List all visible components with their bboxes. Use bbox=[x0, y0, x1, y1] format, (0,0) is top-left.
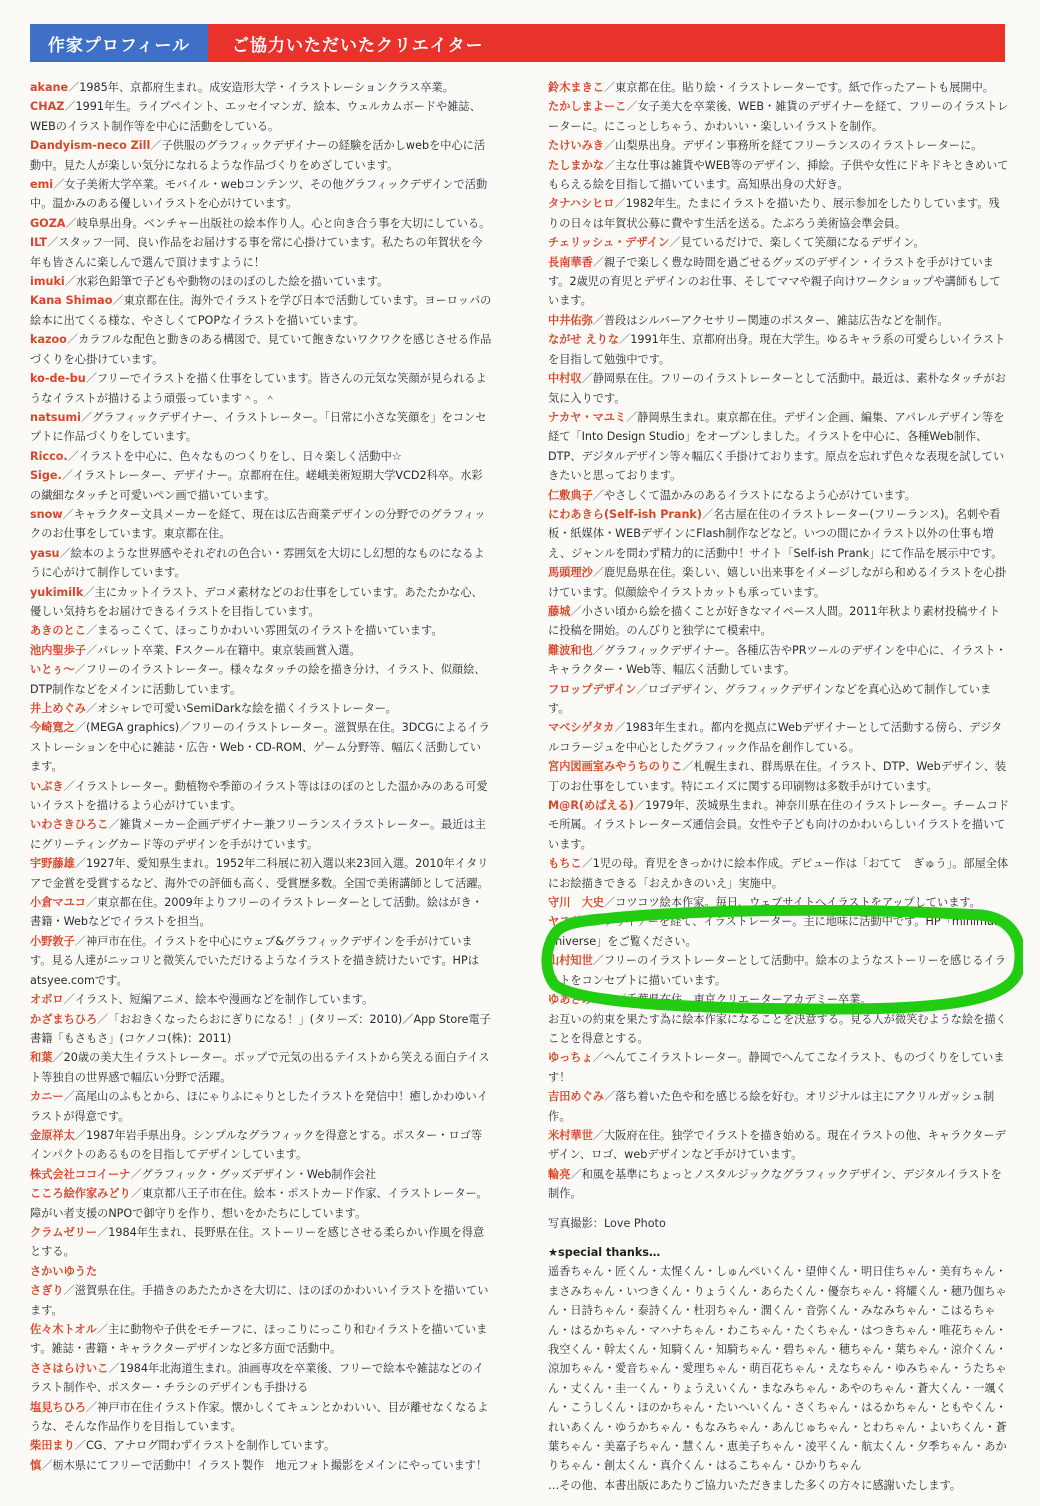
separator: ／ bbox=[97, 1012, 109, 1026]
separator: ／ bbox=[85, 702, 98, 715]
separator: ／ bbox=[64, 100, 76, 114]
right-entry bbox=[548, 602, 1010, 641]
creator-name: yasu bbox=[30, 546, 60, 560]
separator: ／ bbox=[614, 197, 626, 211]
right-entry bbox=[548, 78, 1010, 97]
separator: ／ bbox=[150, 139, 162, 153]
separator: ／ bbox=[615, 993, 627, 1007]
creator-bio: 親子で楽しく豊な時間を過ごせるグッズのデザイン・イラストを手がけています。2歳児の育児とデザインのお仕事、そしてママや親子向けワークショップや講師もしています。 bbox=[548, 255, 1001, 308]
separator: ／ bbox=[581, 372, 593, 386]
left-entry bbox=[30, 1398, 492, 1437]
closing-note: …その他、本書出版にあたりご協力いただきました多くの方々に感謝いたします。 bbox=[548, 1478, 962, 1492]
right-entry bbox=[548, 854, 1010, 893]
right-entry bbox=[548, 311, 1010, 330]
creator-bio: お互いの約束を果たす為に絵本作家になることを決意する。見る人が微笑むような絵を描くことを得意とする。 bbox=[548, 1012, 1007, 1045]
photo-credit: 写真撮影：Love Photo bbox=[548, 1216, 666, 1230]
creator-name: 難波和也 bbox=[548, 643, 593, 657]
creator-name: yukimilk bbox=[30, 585, 84, 599]
right-entry bbox=[548, 796, 1010, 854]
creator-bio: 和風を基準にちょっとノスタルジックなグラフィックデザイン、デジタルイラストを制作。 bbox=[548, 1167, 1002, 1201]
section-title-creators: ご協力いただいたクリエイター bbox=[208, 24, 1005, 62]
right-entry bbox=[548, 641, 1010, 680]
separator: ／ bbox=[633, 799, 646, 813]
creator-bio: 山梨県出身。デザイン事務所を経てフリーランスのイラストレーターに。 bbox=[615, 139, 983, 153]
left-column bbox=[30, 78, 492, 1475]
creator-name: 輪亮 bbox=[548, 1167, 571, 1181]
creator-bio: 1991年生。ライブペイント、エッセイマンガ、絵本、ウェルカムボードや雑誌、WEBのイラスト制作等を中心に活動をしている。 bbox=[30, 100, 481, 133]
left-entry bbox=[30, 544, 492, 583]
creator-bio: 1927年、愛知県生まれ。1952年二科展に初入選以来23回入選。2010年イタリアで金賞を受賞するなど、海外での評価も高く、受賞歴多数。全国で美術講師として活躍。 bbox=[30, 857, 489, 890]
creator-name: 和葉 bbox=[30, 1051, 53, 1065]
right-column bbox=[548, 78, 1010, 1495]
left-entry bbox=[30, 1087, 492, 1126]
right-entry bbox=[548, 680, 1010, 719]
left-entry bbox=[30, 699, 492, 718]
creator-name: ゆあさみのる bbox=[548, 993, 616, 1007]
creator-bio: フリーのイラストレーターとして活動中。絵本のようなストーリーを感じるイラストをコンセプトに描いています。 bbox=[548, 954, 1006, 987]
left-entry bbox=[30, 621, 492, 640]
creator-bio: 名古屋在住のイラストレーター(フリーランス)。名刺や看板・紙媒体・WEBデザインにFlash制作などなど。いつの間にかイラスト以外の仕事も増え、ジャンルを問わず精力的に活動中！サイト「Self-ish Prank」にて作品を展示中です。 bbox=[548, 507, 1003, 560]
left-entry bbox=[30, 777, 492, 816]
left-entry bbox=[30, 1281, 492, 1320]
creator-name: natsumi bbox=[30, 410, 81, 424]
creator-bio: やさしくて温かみのあるイラストになるよう心がけています。 bbox=[603, 488, 916, 502]
creator-bio: CG、アナログ問わずイラストを制作しています。 bbox=[85, 1439, 336, 1453]
creator-bio: オシャレで可愛いSemiDarkな絵を描くイラストレーター。 bbox=[97, 702, 397, 715]
right-entry bbox=[548, 1165, 1010, 1204]
section-title-artist-profile: 作家プロフィール bbox=[30, 24, 208, 62]
separator: ／ bbox=[67, 449, 79, 463]
creator-name: ゆっちょ bbox=[548, 1051, 593, 1065]
separator: ／ bbox=[603, 81, 616, 94]
creator-name: いぶき bbox=[30, 779, 64, 793]
left-entry bbox=[30, 272, 492, 291]
creator-bio: 1984年生まれ、長野県在住。ストーリーを感じさせる柔らかい作風を得意とする。 bbox=[30, 1225, 485, 1259]
creator-name: 仁敷典子 bbox=[548, 488, 593, 502]
creator-bio: 高尾山のふもとから、ほにゃりふにゃりとしたイラストを発信中！癒しかわゆいイラストが得意です。 bbox=[30, 1090, 488, 1123]
left-entry bbox=[30, 505, 492, 544]
creator-bio: 神戸市在住イラスト作家。懐かしくてキュンとかわいい、目が離せなくなるような、そんな作品作りを目指しています。 bbox=[30, 1400, 489, 1434]
left-entry bbox=[30, 932, 492, 990]
creator-name: ナカヤ・マユミ bbox=[548, 410, 627, 424]
separator: ／ bbox=[53, 178, 65, 192]
separator: ／ bbox=[570, 604, 582, 618]
separator: ／ bbox=[592, 488, 604, 502]
right-entry bbox=[548, 194, 1010, 233]
creator-bio: 1983年生まれ。都内を拠点にWebデザイナーとして活動する傍ら、デジタルコラージュを中心としたグラフィック作品を創作している。 bbox=[548, 721, 1003, 754]
separator: ／ bbox=[603, 1090, 616, 1104]
left-entry bbox=[30, 466, 492, 505]
creator-name: たしまかな bbox=[548, 158, 604, 172]
creator-name: フロップデザイン bbox=[548, 682, 637, 696]
separator: ／ bbox=[130, 1167, 142, 1181]
separator: ／ bbox=[59, 546, 71, 560]
separator: ／ bbox=[68, 81, 80, 94]
creator-name: akane bbox=[30, 81, 69, 94]
creator-bio: パレット卒業、Fスクール在籍中。東京装画賞入選。 bbox=[97, 643, 361, 657]
creator-name: いとぅ〜 bbox=[30, 663, 75, 677]
left-entry bbox=[30, 1048, 492, 1087]
creator-bio: フリーのイラストレーター。様々なタッチの絵を描き分け、イラスト、似顔絵、DTP制作などをメインに活動しています。 bbox=[30, 663, 486, 696]
creator-bio: フリーでイラストを描く仕事をしています。皆さんの元気な笑顔が見られるようなイラストが描けるよう頑張っています＾。＾ bbox=[30, 372, 487, 405]
creator-bio: 大阪府在住。独学でイラストを描き始める。現在イラストの他、キャラクターデザイン、ロゴ、webデザインなど手がけています。 bbox=[548, 1128, 1006, 1162]
creator-bio: 1991年生、京都府出身。現在大学生。ゆるキャラ系の可愛らしいイラストを目指して勉強中です。 bbox=[548, 333, 1006, 366]
separator: ／ bbox=[74, 663, 86, 677]
left-entry bbox=[30, 1436, 492, 1455]
left-entry bbox=[30, 369, 492, 408]
separator: ／ bbox=[41, 1458, 53, 1472]
creator-bio: 「おおきくなったらおにぎりになる！」(タリーズ：2010)／App Store電子書籍「もさもさ」(コケノコ(株)：2011) bbox=[30, 1012, 491, 1045]
separator: ／ bbox=[62, 507, 74, 521]
creator-name: にわあきら(Self-ish Prank) bbox=[548, 507, 702, 521]
separator: ／ bbox=[592, 1051, 604, 1065]
separator: ／ bbox=[592, 954, 604, 968]
creator-name: たけいみき bbox=[548, 139, 604, 153]
separator: ／ bbox=[592, 313, 604, 327]
creator-bio: (MEGA graphics)／フリーのイラストレーター。滋賀県在住。3DCGによるイラストレーションを中心に雑誌・広告・Web・CD-ROM、ゲーム分野等、幅広く活動しています。 bbox=[30, 721, 490, 774]
separator: ／ bbox=[83, 585, 95, 599]
left-entry bbox=[30, 1184, 492, 1223]
creator-name: かざまちひろ bbox=[30, 1012, 98, 1026]
creator-name: Sige. bbox=[30, 469, 62, 483]
creator-name: 宮内図画室みやうちのりこ bbox=[548, 760, 683, 774]
left-entry bbox=[30, 233, 492, 272]
right-entry bbox=[548, 408, 1010, 486]
separator: ／ bbox=[108, 1361, 120, 1375]
creator-name: 中井佑弥 bbox=[548, 313, 593, 327]
left-entry bbox=[30, 815, 492, 854]
creator-name: いわさきひろこ bbox=[30, 818, 109, 832]
creator-name: Ricco. bbox=[30, 449, 68, 463]
right-entry bbox=[548, 369, 1010, 408]
creator-name: もちこ bbox=[548, 857, 582, 871]
creator-name: 馬頭理沙 bbox=[548, 566, 593, 580]
creator-bio: 静岡県生まれ。東京都在住。デザイン企画、編集、アパレルデザイン等を経て「Into Design Studio」をオープンしました。イラストを中心に、各種Web制作、DTP、デジタルデザイン等々幅広く手掛けております。原点を忘れず色々な表現を試していきたいと思っております。 bbox=[548, 410, 1005, 483]
section-header bbox=[30, 24, 1005, 62]
creator-bio: イラスト、短編アニメ、絵本や漫画などを制作しています。 bbox=[74, 993, 374, 1007]
right-entry bbox=[548, 136, 1010, 155]
right-entry bbox=[548, 330, 1010, 369]
creator-bio: 神戸市在住。イラストを中心にウェブ&グラフィックデザインを手がけています。見る人達がニッコリと微笑んでいただけるようなイラストを描き続けたいです。HPはatsyee.comです。 bbox=[30, 934, 479, 987]
left-entry bbox=[30, 1126, 492, 1165]
creator-name: こころ絵作家みどり bbox=[30, 1187, 131, 1201]
creator-name: 藤城 bbox=[548, 604, 571, 618]
separator: ／ bbox=[80, 410, 93, 424]
creator-bio: タデザイナーを経て、イラストレーター。主に地味に活動中です。HP「minimum universe」をご覧ください。 bbox=[548, 915, 1005, 948]
creator-name: ながせ えりな bbox=[548, 333, 620, 347]
left-entry bbox=[30, 78, 492, 97]
left-entry bbox=[30, 990, 492, 1009]
creator-name: 慎 bbox=[30, 1458, 42, 1472]
separator: ／ bbox=[581, 915, 593, 929]
creator-name: 今崎寛之 bbox=[30, 721, 75, 735]
creator-bio: 静岡県在住。フリーのイラストレーターとして活動中。最近は、素朴なタッチがお気に入りです。 bbox=[548, 372, 1006, 405]
creator-name: imuki bbox=[30, 275, 65, 289]
creator-name: 金原祥太 bbox=[30, 1128, 75, 1142]
separator: ／ bbox=[85, 896, 98, 910]
right-entry bbox=[548, 505, 1010, 563]
separator: ／ bbox=[682, 760, 694, 774]
separator: ／ bbox=[619, 333, 631, 347]
right-entry bbox=[548, 253, 1010, 311]
separator: ／ bbox=[603, 139, 616, 153]
creator-bio: キャラクター文具メーカーを経て、現在は広告商業デザインの分野でのグラフィックのお仕事をしています。東京都在住。 bbox=[30, 507, 486, 541]
separator: ／ bbox=[581, 857, 593, 871]
separator: ／ bbox=[64, 275, 76, 289]
creator-name: emi bbox=[30, 178, 54, 192]
left-entry bbox=[30, 408, 492, 447]
creator-bio: 東京都在住。海外でイラストを学び日本で活動しています。ヨーロッパの絵本に出てくる様な、やさしくてPOPなイラストを描いています。 bbox=[30, 294, 492, 327]
separator: ／ bbox=[592, 566, 604, 580]
creator-name: 山村知世 bbox=[548, 954, 593, 968]
creator-name: 長南華香 bbox=[548, 255, 593, 269]
left-entry bbox=[30, 1359, 492, 1398]
creator-name: 柴田まり bbox=[30, 1439, 75, 1453]
left-entry bbox=[30, 330, 492, 369]
separator: ／ bbox=[112, 294, 124, 308]
separator: ／ bbox=[85, 643, 98, 657]
left-entry bbox=[30, 1320, 492, 1359]
left-entry bbox=[30, 97, 492, 136]
left-entry bbox=[30, 1262, 492, 1281]
creator-name: Kana Shimao bbox=[30, 294, 113, 308]
creator-bio: 東京都八王子市在住。絵本・ポストカード作家、イラストレーター。障がい者支援のNPOで御守りを作り、想いをかたちにしています。 bbox=[30, 1187, 488, 1220]
separator: ／ bbox=[592, 643, 604, 657]
creator-bio: 栃木県にてフリーで活動中！イラスト製作 地元フォト撮影をメインにやっています！ bbox=[52, 1458, 488, 1472]
creator-bio: 見ているだけで、楽しくて笑顔になるデザイン。 bbox=[680, 236, 925, 250]
creator-name: クラムゼリー bbox=[30, 1225, 98, 1239]
creator-name: 池内聖歩子 bbox=[30, 643, 86, 657]
separator: ／ bbox=[74, 857, 86, 871]
creator-name: snow bbox=[30, 507, 63, 521]
special-thanks-heading: ★special thanks… bbox=[548, 1245, 661, 1259]
creator-bio: イラストを中心に、色々なものつくりをし、日々楽しく活動中☆ bbox=[78, 449, 402, 463]
creator-name: kazoo bbox=[30, 333, 67, 347]
separator: ／ bbox=[130, 1187, 142, 1201]
right-entry bbox=[548, 1087, 1010, 1126]
separator: ／ bbox=[636, 682, 648, 696]
creator-name: さぎり bbox=[30, 1284, 64, 1298]
creator-bio: イラストレーター、デザイナー。京都府在住。嵯峨美術短期大学VCD2科卒。水彩の繊細なタッチと可愛いペン画で描いています。 bbox=[30, 469, 483, 502]
creator-name: 中村収 bbox=[548, 372, 582, 386]
creator-name: チェリッシュ・デザイン bbox=[548, 236, 670, 250]
creator-name: 佐々木トオル bbox=[30, 1323, 97, 1336]
separator: ／ bbox=[603, 896, 616, 910]
separator: ／ bbox=[603, 158, 616, 172]
right-entry bbox=[548, 156, 1010, 195]
creator-bio: 主にカットイラスト、デコメ素材などのお仕事をしています。あたたかな心、優しい気持ちをお届けできるイラストを目指しています。 bbox=[30, 585, 483, 618]
left-entry bbox=[30, 1010, 492, 1049]
separator: ／ bbox=[74, 721, 86, 735]
creator-name: 鈴木まきこ bbox=[548, 81, 604, 94]
creator-name: オボロ bbox=[30, 993, 64, 1007]
separator: ／ bbox=[669, 236, 681, 250]
creator-bio: まるっこくて、ほっこりかわいい雰囲気のイラストを描いています。 bbox=[97, 624, 443, 638]
creator-bio: 岐阜県出身。ベンチャー出版社の絵本作り人。心と向き合う事を大切にしている。 bbox=[76, 216, 491, 230]
right-entry bbox=[548, 1048, 1010, 1087]
separator: ／ bbox=[63, 1284, 75, 1298]
right-entry bbox=[548, 1126, 1010, 1165]
creator-bio: 20歳の美大生イラストレーター。ポップで元気の出るテイストから笑える面白テイスト等独自の世界感で幅広い分野で活躍。 bbox=[30, 1051, 490, 1084]
creator-name: たかしまよーこ bbox=[548, 100, 627, 114]
creator-bio: グラフィック・グッズデザイン・Web制作会社 bbox=[141, 1167, 377, 1181]
separator: ／ bbox=[63, 779, 75, 793]
right-entry bbox=[548, 233, 1010, 252]
separator: ／ bbox=[65, 216, 77, 230]
special-thanks-body: 遥香ちゃん・匠くん・太惺くん・しゅんぺいくん・望伸くん・明日佳ちゃん・美有ちゃん・まさみちゃん・いつきくん・りょうくん・あらたくん・優奈ちゃん・将耀くん・穂乃伽ちゃん・日詩ちゃん・泰詩くん・杜羽ちゃん・潤くん・音弥くん・みなみちゃん・こはるちゃん・はるかちゃん・マハナちゃん・わこちゃん・たくちゃん・はつきちゃん・唯花ちゃん・我空くん・幹太くん・知騎くん・知騎ちゃん・碧ちゃん・穂ちゃん・葉ちゃん・涼介くん・涼加ちゃん・愛音ちゃん・愛理ちゃん・萌百花ちゃん・えなちゃん・ゆみちゃん・うたちゃん・丈くん・圭一くん・りょうえいくん・まなみちゃん・あやのちゃん・蒼大くん・一颯くん・こうしくん・ほのかちゃん・たいへいくん・さくちゃん・はるかちゃん・ともやくん・れいあくん・ゆうかちゃん・もなみちゃん・あんじゅちゃん・とわちゃん・よいちくん・蒼葉ちゃん・美嘉子ちゃん・慧くん・恵美子ちゃん・凌平くん・航太くん・夕季ちゃん・あかりちゃん・創太くん・真介くん・はるこちゃん・ひかりちゃん bbox=[548, 1265, 1007, 1473]
separator: ／ bbox=[614, 721, 626, 735]
right-entry-list bbox=[548, 78, 1010, 1204]
creator-bio: ロゴデザイン、グラフィックデザインなどを真心込めて制作しています。 bbox=[548, 682, 992, 715]
creator-bio: 水彩色鉛筆で子どもや動物のほのぼのした絵を描いています。 bbox=[75, 275, 389, 289]
creator-name: 米村華世 bbox=[548, 1128, 593, 1142]
right-entry bbox=[548, 912, 1010, 951]
creator-bio: 子供服のグラフィックデザイナーの経験を活かしwebを中心に活動中。見た人が楽しい気分になれるような作品づくりをめざしています。 bbox=[30, 139, 486, 172]
separator: ／ bbox=[52, 1051, 64, 1065]
separator: ／ bbox=[85, 372, 97, 386]
left-entry bbox=[30, 447, 492, 466]
creator-bio: 千葉県在住。東京クリエーターアカデミー卒業。 bbox=[626, 993, 872, 1007]
left-entry bbox=[30, 660, 492, 699]
creator-name: さかいゆうた bbox=[30, 1264, 98, 1278]
creator-bio: イラストレーター。動植物や季節のイラスト等はほのぼのとした温かみのある可愛いイラストを描けるよう心がけています。 bbox=[30, 779, 488, 813]
separator: ／ bbox=[85, 1400, 98, 1414]
creator-bio: 女子美術大学卒業。モバイル・webコンテンツ、その他グラフィックデザインで活動中。温かみのある優しいイラストを心がけています。 bbox=[30, 178, 488, 211]
creator-bio: グラフィックデザイナー。各種広告やPRツールのデザインを中心に、イラスト・キャラクター・Web等、幅広く活動しています。 bbox=[548, 643, 1007, 677]
separator: ／ bbox=[96, 1323, 108, 1336]
creator-bio: 主な仕事は雑貨やWEB等のデザイン、挿絵。子供や女性にドキドキときめいてもらえる絵を目指して描いています。高知県出身の犬好き。 bbox=[548, 158, 1009, 192]
creator-bio: 女子美大を卒業後、WEB・雑貨のデザイナーを経て、フリーのイラストレーターに。にこっとしちゃう、かわいい・楽しいイラストを制作。 bbox=[548, 100, 1009, 133]
creator-bio: グラフィックデザイナー、イラストレーター。「日常に小さな笑顔を」をコンセプトに作品づくりをしています。 bbox=[30, 410, 487, 444]
separator: ／ bbox=[570, 1167, 582, 1181]
creator-bio: 雑貨メーカー企画デザイナー兼フリーランスイラストレーター。最近は主にグリーティングカード等のデザインを手がけています。 bbox=[30, 818, 486, 851]
separator: ／ bbox=[626, 100, 638, 114]
separator: ／ bbox=[108, 818, 120, 832]
left-entry bbox=[30, 718, 492, 776]
creator-bio: 普段はシルバーアクセサリー関連のポスター、雑誌広告などを制作。 bbox=[603, 313, 949, 327]
separator: ／ bbox=[592, 1128, 604, 1142]
left-entry bbox=[30, 1165, 492, 1184]
creator-bio: へんてこイラストレーター。静岡でへんてこなイラスト、ものづくりをしています！ bbox=[548, 1051, 1005, 1084]
creator-name: 小倉マユコ bbox=[30, 896, 86, 910]
creator-bio: 1984年北海道生まれ。油画専攻を卒業後、フリーで絵本や雑誌などのイラスト制作や、ポスター・チラシのデザインも手掛ける bbox=[30, 1361, 484, 1395]
left-entry bbox=[30, 583, 492, 622]
creator-bio: 東京都在住。2009年よりフリーのイラストレーターとして活動。絵はがき・書籍・Webなどでイラストを担当。 bbox=[30, 896, 483, 929]
creator-name: 吉田めぐみ bbox=[548, 1090, 604, 1104]
creator-name: CHAZ bbox=[30, 100, 65, 114]
separator: ／ bbox=[97, 1225, 109, 1239]
creator-bio: 1982年生。たまにイラストを描いたり、展示参加をしたりしています。残りの日々は年賀状公募に費やす生活を送る。たぶろう美術協会準会員。 bbox=[548, 197, 1000, 230]
separator: ／ bbox=[85, 624, 98, 638]
creator-name: ILT bbox=[30, 236, 48, 250]
left-entry bbox=[30, 214, 492, 233]
creator-name: ヤスダ bbox=[548, 915, 582, 929]
right-entry bbox=[548, 486, 1010, 505]
right-entry bbox=[548, 563, 1010, 602]
separator: ／ bbox=[701, 507, 714, 521]
creator-bio: 1987年岩手県出身。シンプルなグラフィックを得意とする。ポスター・ロゴ等インパクトのあるものを目指してデザインしています。 bbox=[30, 1128, 483, 1162]
left-entry bbox=[30, 175, 492, 214]
creator-bio: 1985年、京都府生まれ。成安造形大学・イラストレーションクラス卒業。 bbox=[79, 81, 454, 94]
right-entry bbox=[548, 951, 1010, 990]
separator: ／ bbox=[74, 1439, 86, 1453]
left-entry bbox=[30, 1456, 492, 1475]
creator-name: 井上めぐみ bbox=[30, 702, 86, 715]
creator-name: 守川 大史 bbox=[548, 896, 604, 910]
creator-bio: 小さい頃から絵を描くことが好きなマイペース人間。2011年秋より素材投稿サイトに投稿を開始。のんびりと独学にて模索中。 bbox=[548, 604, 1001, 638]
left-entry bbox=[30, 1223, 492, 1262]
creator-bio: 鹿児島県在住。楽しい、嬉しい出来事をイメージしながら和めるイラストを心掛けています。似顔絵やイラストカットも承っています。 bbox=[548, 566, 1007, 599]
creator-bio: 絵本のような世界感やそれぞれの色合い・雰囲気を大切にし幻想的なものになるように心がけて制作しています。 bbox=[30, 546, 485, 580]
creator-bio: スタッフ一同、良い作品をお届けする事を常に心掛けています。私たちの年賀状を今年も皆さんに楽しんで選んで頂けますように！ bbox=[30, 236, 483, 269]
creator-bio: 札幌生まれ、群馬県在住。イラスト、DTP、Webデザイン、装丁のお仕事をしています。特にエイズに関する印刷物は多数手がけています。 bbox=[548, 760, 1007, 793]
creator-bio: カラフルな配色と動きのある構図で、見ていて飽きないワクワクを感じさせる作品づくりを心掛けています。 bbox=[30, 333, 492, 366]
separator: ／ bbox=[63, 1090, 75, 1104]
left-entry bbox=[30, 291, 492, 330]
separator: ／ bbox=[66, 333, 79, 347]
creator-bio: 東京都在住。貼り絵・イラストレーターです。紙で作ったアートも展開中。 bbox=[615, 81, 994, 94]
creator-name: あきのとこ bbox=[30, 624, 86, 638]
creator-name: Dandyism-neco Zill bbox=[30, 139, 151, 153]
creator-name: 宇野藤雄 bbox=[30, 857, 75, 871]
left-entry bbox=[30, 641, 492, 660]
creator-name: M@R(めばえる) bbox=[548, 799, 634, 813]
creator-name: 小野敦子 bbox=[30, 934, 75, 948]
creator-name: カニー bbox=[30, 1090, 64, 1104]
left-entry bbox=[30, 854, 492, 893]
left-entry bbox=[30, 136, 492, 175]
separator: ／ bbox=[626, 410, 638, 424]
separator: ／ bbox=[74, 934, 86, 948]
creator-name: ko-de-bu bbox=[30, 372, 86, 386]
creator-bio: コツコツ絵本作家。毎日、ウェブサイトへイラストをアップしています。 bbox=[615, 896, 981, 910]
separator: ／ bbox=[47, 236, 59, 250]
creator-name: タナハシヒロ bbox=[548, 197, 615, 211]
right-entry bbox=[548, 893, 1010, 912]
creator-name: 株式会社ココイーナ bbox=[30, 1167, 131, 1181]
separator: ／ bbox=[63, 993, 75, 1007]
right-entry bbox=[548, 1010, 1010, 1049]
creator-bio: 1979年、茨城県生まれ。神奈川県在住のイラストレーター。チームコドモ所属。イラストレーターズ通信会員。女性や子ども向けのかわいらしいイラストを描いています。 bbox=[548, 799, 1010, 851]
creator-bio: 1児の母。育児をきっかけに絵本作成。デビュー作は「おてて ぎゅう」。部屋全体にお絵描きできる「おえかきのいえ」実施中。 bbox=[548, 857, 1009, 890]
creator-bio: 滋賀県在住。手描きのあたたかさを大切に、ほのぼのかわいいイラストを描いています。 bbox=[30, 1284, 489, 1317]
creator-name: 塩見ちひろ bbox=[30, 1400, 86, 1414]
left-entry bbox=[30, 893, 492, 932]
right-entry bbox=[548, 97, 1010, 136]
creator-bio: 落ち着いた色や和を感じる絵を好む。オリジナルは主にアクリルガッシュ制作。 bbox=[548, 1090, 995, 1123]
creator-name: マベシゲタカ bbox=[548, 721, 615, 735]
separator: ／ bbox=[74, 1128, 86, 1142]
right-entry bbox=[548, 718, 1010, 757]
creator-name: ささはらけいこ bbox=[30, 1361, 109, 1375]
separator: ／ bbox=[592, 255, 604, 269]
creator-name: GOZA bbox=[30, 216, 66, 230]
right-entry bbox=[548, 757, 1010, 796]
separator: ／ bbox=[61, 469, 73, 483]
right-entry bbox=[548, 990, 1010, 1009]
creator-bio: 主に動物や子供をモチーフに、ほっこりにっこり和むイラストを描いています。雑誌・書籍・キャラクターデザインなど多方面で活動中。 bbox=[30, 1323, 488, 1356]
